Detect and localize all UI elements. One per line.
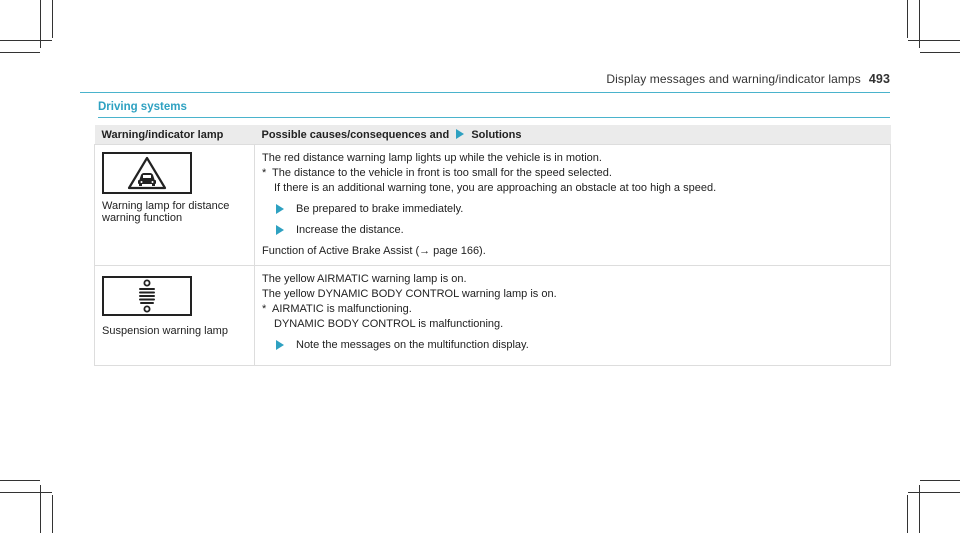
- cause-text-body: AIRMATIC is malfunctioning.: [272, 303, 412, 315]
- crop-mark: [908, 492, 960, 493]
- crop-mark: [0, 480, 40, 481]
- section-rule: [98, 117, 890, 118]
- column-header-causes-text: Possible causes/consequences and: [261, 128, 450, 141]
- solution-text: Be prepared to brake immediately.: [296, 203, 464, 215]
- warning-lamp-table: [94, 125, 891, 366]
- page-reference-link[interactable]: Function of Active Brake Assist (→ page 166).: [262, 245, 486, 257]
- page-number: 493: [868, 72, 890, 86]
- solution-item: [276, 202, 883, 217]
- crop-mark: [907, 0, 908, 38]
- causes-cell: [255, 266, 891, 366]
- crop-mark: [907, 495, 908, 533]
- crop-mark: [52, 0, 53, 38]
- crop-mark: [920, 52, 960, 53]
- running-header-label: Display messages and warning/indicator lamps: [606, 72, 861, 86]
- table-header-row: [95, 125, 891, 145]
- cause-text: [262, 166, 883, 181]
- column-header-solutions-text: Solutions: [471, 128, 522, 141]
- lamp-cell: [95, 145, 255, 266]
- cause-text: [262, 302, 883, 317]
- causes-cell: [255, 145, 891, 266]
- crop-mark: [0, 40, 52, 41]
- cause-text: The yellow DYNAMIC BODY CONTROL warning lamp is on.: [262, 288, 557, 300]
- cause-text: If there is an additional warning tone, you are approaching an obstacle at too high a speed.: [274, 182, 717, 194]
- table-row: [95, 145, 891, 266]
- solution-arrow-icon: [456, 129, 464, 139]
- running-header: [606, 72, 890, 86]
- cause-text: The yellow AIRMATIC warning lamp is on.: [262, 273, 467, 285]
- crop-mark: [0, 52, 40, 53]
- column-header-causes: [255, 125, 891, 145]
- solution-item: [276, 223, 883, 238]
- crop-mark: [908, 40, 960, 41]
- header-rule: [80, 92, 890, 93]
- solution-text: Note the messages on the multifunction display.: [296, 339, 529, 351]
- crop-mark: [0, 492, 52, 493]
- suspension-icon: [102, 276, 192, 316]
- lamp-label: Suspension warning lamp: [102, 325, 228, 337]
- crop-mark: [920, 480, 960, 481]
- solution-text: Increase the distance.: [296, 224, 404, 236]
- asterisk: *: [262, 167, 267, 179]
- lamp-label: warning function: [102, 212, 183, 224]
- section-title: Driving systems: [98, 101, 187, 113]
- cause-text: The red distance warning lamp lights up while the vehicle is in motion.: [262, 152, 602, 164]
- cause-text: DYNAMIC BODY CONTROL is malfunctioning.: [274, 318, 504, 330]
- table-row: [95, 266, 891, 366]
- asterisk: *: [262, 303, 267, 315]
- distance-warning-icon: [102, 152, 192, 194]
- crop-mark: [52, 495, 53, 533]
- solution-arrow-icon: [276, 340, 284, 350]
- solution-arrow-icon: [276, 225, 284, 235]
- lamp-cell: [95, 266, 255, 366]
- solution-item: [276, 338, 883, 353]
- lamp-label: Warning lamp for distance: [102, 200, 230, 212]
- column-header-lamp: Warning/indicator lamp: [95, 125, 255, 145]
- cause-text-body: The distance to the vehicle in front is too small for the speed selected.: [272, 167, 612, 179]
- solution-arrow-icon: [276, 204, 284, 214]
